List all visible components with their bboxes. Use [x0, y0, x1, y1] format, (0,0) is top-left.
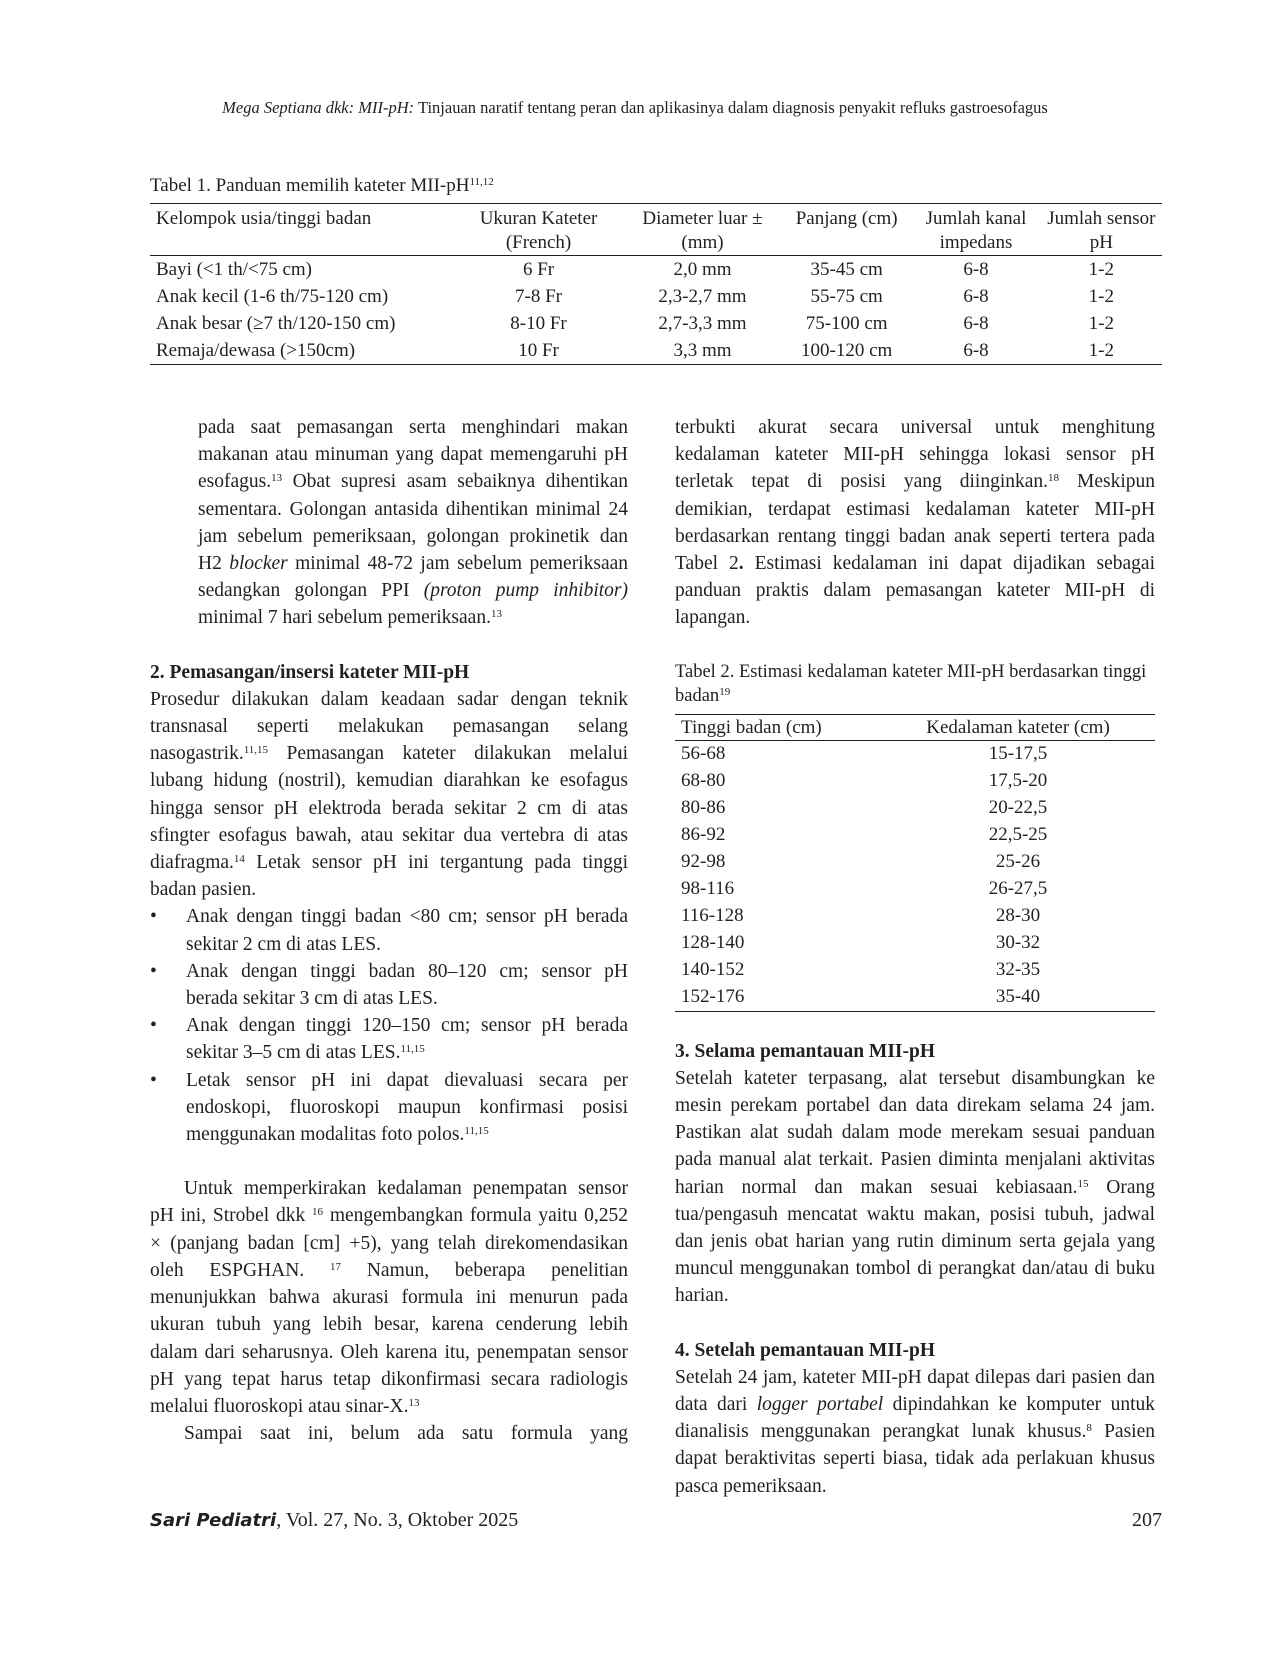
table2-row — [675, 903, 1155, 930]
table1-cell: 75-100 cm — [805, 313, 888, 334]
left-column — [150, 414, 628, 1447]
table1-cell: 1-2 — [1088, 259, 1114, 280]
page-number: 207 — [1132, 1509, 1162, 1531]
section-heading-3: 3. Selama pemantauan MII-pH — [675, 1040, 936, 1062]
table1-cell: Remaja/dewasa (>150cm) — [156, 340, 356, 361]
table2-cell: 68-80 — [681, 770, 726, 792]
table1-row — [150, 256, 1162, 284]
table1-cell: 2,7-3,3 mm — [658, 313, 747, 334]
left-paragraph-4: Sampai saat ini, belum ada satu formula yang — [184, 1423, 628, 1445]
table1-header-cell: Jumlah sensor pH — [1047, 208, 1156, 253]
table1-cell: 2,0 mm — [673, 259, 732, 280]
citation-ref: 13 — [271, 472, 283, 485]
table2-row — [675, 849, 1155, 876]
table1-cell: 10 Fr — [518, 340, 559, 361]
table1-cell: 35-45 cm — [810, 259, 883, 280]
right-paragraph-3: Setelah kateter terpasang, alat tersebut disambungkan ke mesin perekam portabel dan data direkam selama 24 jam. Pastikan alat sudah dalam mode merekam sesuai panduan pada manual alat terkait. Pasien diminta menjalani aktivitas harian normal dan makan sesuai kebiasaan.$^{15}$ Orang tua/pengasuh mencatat waktu makan, posisi tubuh, jadwal dan jenis obat harian yang rutin diminum serta gejala yang muncul menggunakan tombol di perangkat dan/atau di buku harian. — [675, 1067, 1155, 1307]
table1-cell: Anak besar (≥7 th/120-150 cm) — [156, 313, 396, 334]
table1-row — [150, 337, 1162, 365]
citation-ref: 11,15 — [243, 744, 269, 757]
right-paragraph-1: terbukti akurat secara universal untuk menghitung kedalaman kateter MII-pH sehingga lokasi sensor pH terletak tepat di posisi yang diinginkan.$^{18}$ Meskipun demikian, terdapat estimasi kedalaman kateter MII-pH berdasarkan rentang tinggi badan anak seperti tertera pada Tabel 2. Estimasi kedalaman ini dapat dijadikan sebagai panduan praktis dalam pemasangan kateter MII-pH di lapangan. — [675, 417, 1156, 629]
table1-cell: 1-2 — [1088, 313, 1114, 334]
citation-ref: 11,15 — [464, 1125, 489, 1138]
table1-cell: 6-8 — [963, 286, 989, 307]
right-paragraph-4: Setelah 24 jam, kateter MII-pH dapat dilepas dari pasien dan data dari logger portabel dipindahkan ke komputer untuk dianalisis menggunakan perangkat lunak khusus.$^8$ Pasien dapat beraktivitas seperti biasa, tidak ada perlakuan khusus pasca pemeriksaan. — [675, 1366, 1156, 1497]
table1-cell: 3,3 mm — [673, 340, 732, 361]
section-heading-4: 4. Setelah pemantauan MII-pH — [675, 1339, 936, 1361]
running-head — [0, 98, 1270, 118]
table2-row — [675, 957, 1155, 984]
list-item: • Anak dengan tinggi badan 80–120 cm; sensor pH berada sekitar 3 cm di atas LES. — [150, 958, 628, 1012]
list-item: • Anak dengan tinggi 120–150 cm; sensor pH berada sekitar 3–5 cm di atas LES.$^{11,15}$ — [150, 1012, 628, 1066]
table1-row — [150, 310, 1162, 337]
table1-cell: 8-10 Fr — [510, 313, 567, 334]
table2 — [675, 714, 1155, 1012]
table2-row — [675, 930, 1155, 957]
table2-cell: 86-92 — [681, 824, 726, 846]
table2-cell: 35-40 — [995, 986, 1041, 1008]
bullet-icon: • — [150, 906, 157, 928]
table1-cell: 7-8 Fr — [515, 286, 563, 307]
sensor-position-list — [150, 903, 628, 1148]
table1-cell: 6 Fr — [522, 259, 555, 280]
running-head-authors: Mega Septiana dkk: — [222, 98, 355, 117]
right-column — [675, 414, 1155, 1500]
table1-cell: 6-8 — [963, 340, 989, 361]
journal-name: Sari Pediatri — [150, 1510, 277, 1531]
table2-row — [675, 984, 1155, 1012]
left-paragraph-1: pada saat pemasangan serta menghindari makan makanan atau minuman yang dapat memengaruhi pH esofagus.$^{13}$ Obat supresi asam sebaiknya dihentikan sementara. Golongan antasida dihentikan minimal 24 jam sebelum pemeriksaan, golongan prokinetik dan H2 blocker minimal 48-72 jam sebelum pemeriksaan sedangkan golongan PPI (proton pump inhibitor) minimal 7 hari sebelum pemeriksaan.$^{13}$ — [198, 417, 629, 629]
table1-cell: 55-75 cm — [810, 286, 883, 307]
table1-header-row — [150, 204, 1162, 256]
table2-cell: 20-22,5 — [988, 797, 1048, 819]
table2-cell: 22,5-25 — [988, 824, 1048, 846]
table2-caption-ref: 19 — [719, 685, 731, 698]
citation-ref: 14 — [233, 853, 245, 865]
table2-cell: 15-17,5 — [988, 743, 1048, 765]
citation-ref: 8 — [1086, 1422, 1092, 1435]
left-paragraph-2: Prosedur dilakukan dalam keadaan sadar dengan teknik transnasal seperti melakukan pemasangan selang nasogastrik.$^{11,15}$ Pemasangan kateter dilakukan melalui lubang hidung (nostril), kemudian diarahkan ke esofagus hingga sensor pH elektroda berada sekitar 2 cm di atas sfingter esofagus bawah, atau sekitar dua vertebra di atas diafragma.$^{14}$ Letak sensor pH ini tergantung pada tinggi badan pasien. — [150, 688, 628, 901]
table2-header-row — [675, 714, 1155, 740]
table1-cell: Anak kecil (1-6 th/75-120 cm) — [156, 286, 389, 307]
citation-ref: 13 — [408, 1396, 420, 1409]
table2-caption: Tabel 2. Estimasi kedalaman kateter MII-pH berdasarkan tinggi badan$^{19}$ — [675, 661, 1147, 706]
table2-cell: 98-116 — [681, 878, 735, 900]
table1-cell: 6-8 — [963, 313, 989, 334]
citation-ref: 15 — [1077, 1177, 1089, 1190]
bullet-icon: • — [150, 1015, 157, 1037]
table2-cell: 92-98 — [681, 851, 726, 873]
table1-cell: 1-2 — [1088, 340, 1114, 361]
table2-cell: 26-27,5 — [988, 878, 1048, 900]
table1-cell: 2,3-2,7 mm — [658, 286, 747, 307]
table1-cell: 100-120 cm — [801, 340, 893, 361]
table2-row — [675, 795, 1155, 822]
bullet-icon: • — [150, 1069, 157, 1091]
table1-caption-ref: 11,12 — [469, 175, 494, 188]
bullet-icon: • — [150, 960, 157, 982]
journal-issue: , Vol. 27, No. 3, Oktober 2025 — [276, 1509, 519, 1531]
table2-row — [675, 822, 1155, 849]
table2-header-cell: Kedalaman kateter (cm) — [926, 716, 1110, 738]
left-paragraph-3: Untuk memperkirakan kedalaman penempatan sensor pH ini, Strobel dkk $^{16}$ mengembangkan formula yaitu 0,252 × (panjang badan [cm] +5), yang telah direkomendasikan oleh ESPGHAN. $^{17}$ Namun, beberapa penelitian menunjukkan bahwa akurasi formula ini menurun pada ukuran tubuh yang lebih besar, karena cenderung lebih dalam dari seharusnya. Oleh karena itu, penempatan sensor pH yang tepat harus tetap dikonfirmasi secara radiologis melalui fluoroskopi atau sinar-X.$^{13}$ — [150, 1178, 628, 1417]
table1-header-cell: Diameter luar ± (mm) — [642, 208, 763, 253]
table2-cell: 116-128 — [681, 905, 744, 927]
table1-caption — [150, 175, 494, 197]
table1-header-cell: Kelompok usia/tinggi badan — [156, 208, 372, 229]
running-head-short-title: MII-pH: — [358, 98, 415, 117]
table2-cell: 25-26 — [995, 851, 1041, 873]
table2-cell: 30-32 — [995, 932, 1041, 954]
running-head-title: Tinjauan naratif tentang peran dan aplikasinya dalam diagnosis penyakit refluks gastroesofagus — [417, 98, 1048, 117]
table1 — [150, 203, 1162, 365]
citation-ref: 11,15 — [400, 1043, 425, 1056]
list-item: • Anak dengan tinggi badan <80 cm; sensor pH berada sekitar 2 cm di atas LES. — [150, 903, 628, 957]
section-heading-2: 2. Pemasangan/insersi kateter MII-pH — [150, 661, 470, 683]
table2-row — [675, 740, 1155, 768]
table1-cell: 6-8 — [963, 259, 989, 280]
table1-row — [150, 283, 1162, 310]
table2-header-cell: Tinggi badan (cm) — [681, 716, 822, 738]
citation-ref: 17 — [330, 1260, 342, 1273]
table1-cell: 1-2 — [1088, 286, 1114, 307]
table2-cell: 152-176 — [681, 986, 745, 1008]
footer-citation — [150, 1509, 518, 1532]
table2-cell: 56-68 — [681, 743, 726, 765]
table2-cell: 32-35 — [995, 959, 1041, 981]
table1-cell: Bayi (<1 th/<75 cm) — [156, 259, 312, 280]
citation-ref: 18 — [1048, 472, 1060, 485]
list-item: • Letak sensor pH ini dapat dievaluasi secara per endoskopi, fluoroskopi maupun konfirmasi posisi menggunakan modalitas foto polos.$^{11,15}$ — [150, 1067, 628, 1149]
table2-row — [675, 876, 1155, 903]
table2-cell: 80-86 — [681, 797, 726, 819]
citation-ref: 16 — [312, 1206, 324, 1219]
table1-header-cell: Jumlah kanal impedans — [925, 208, 1027, 253]
table2-cell: 17,5-20 — [988, 770, 1048, 792]
table2-cell: 128-140 — [681, 932, 745, 954]
table1-header-cell: Ukuran Kateter (French) — [479, 208, 598, 253]
table2-row — [675, 768, 1155, 795]
table1-caption-text: Tabel 1. Panduan memilih kateter MII-pH — [150, 175, 470, 196]
table1-header-cell: Panjang (cm) — [795, 208, 898, 229]
table2-cell: 28-30 — [995, 905, 1041, 927]
table2-cell: 140-152 — [681, 959, 745, 981]
citation-ref: 13 — [490, 608, 502, 621]
